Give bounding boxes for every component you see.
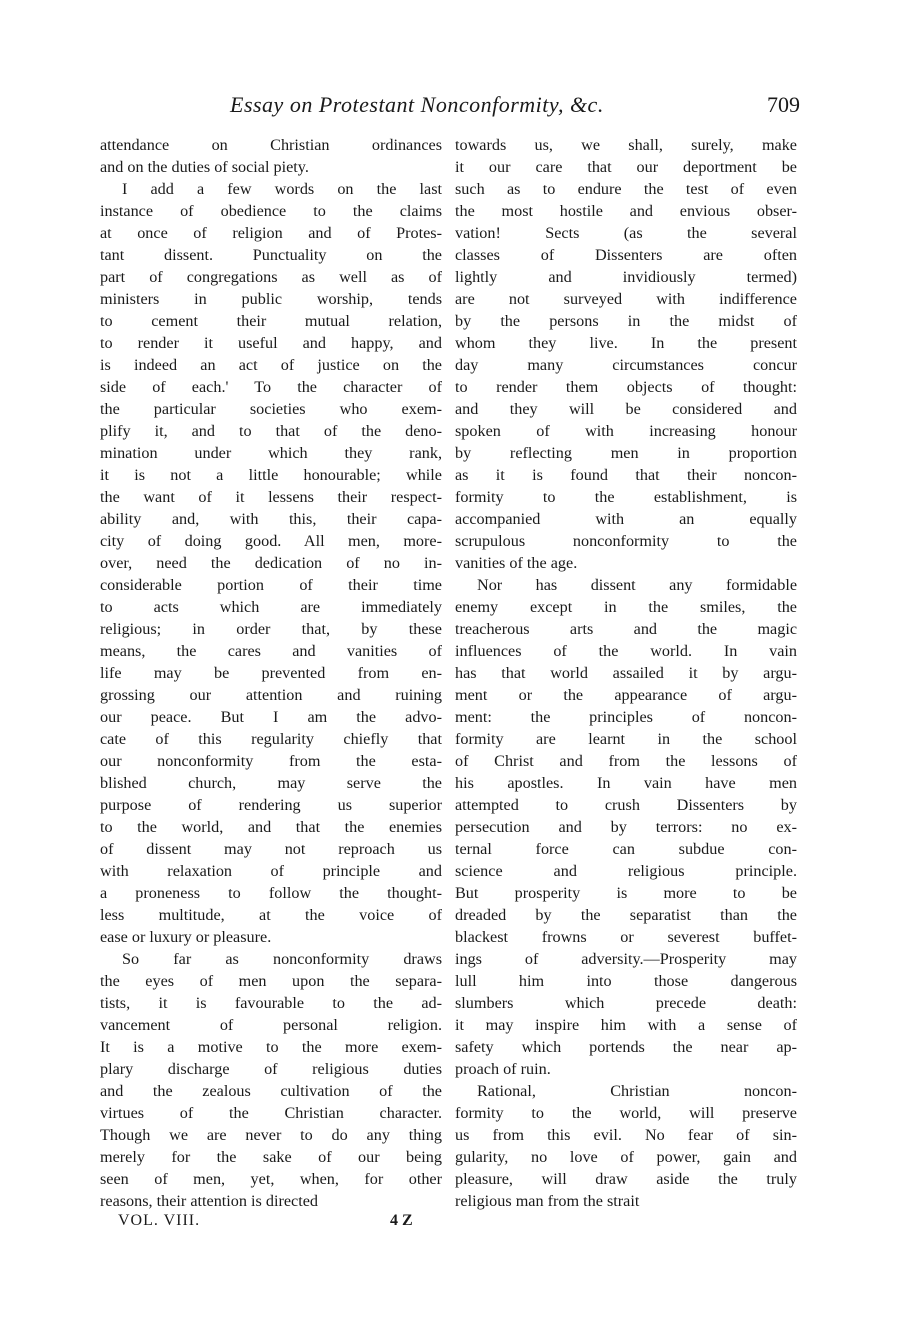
text-line: merely for the sake of our being [100, 1148, 442, 1166]
text-line: treacherous arts and the magic [455, 620, 797, 638]
text-line: science and religious principle. [455, 862, 797, 880]
text-line: with relaxation of principle and [100, 862, 442, 880]
text-line: influences of the world. In vain [455, 642, 797, 660]
text-line: the particular societies who exem- [100, 400, 442, 418]
text-line: plary discharge of religious duties [100, 1060, 442, 1078]
text-line: considerable portion of their time [100, 576, 442, 594]
text-line: ease or luxury or pleasure. [100, 928, 272, 946]
text-line: proach of ruin. [455, 1060, 551, 1078]
text-line: dreaded by the separatist than the [455, 906, 797, 924]
text-line: ings of adversity.—Prosperity may [455, 950, 797, 968]
text-line: a proneness to follow the thought- [100, 884, 442, 902]
text-line: blished church, may serve the [100, 774, 442, 792]
running-title: Essay on Protestant Nonconformity, &c. [230, 92, 604, 117]
text-line: us from this evil. No fear of sin- [455, 1126, 797, 1144]
text-line: such as to endure the test of even [455, 180, 797, 198]
text-line: religious; in order that, by these [100, 620, 442, 638]
text-line: has that world assailed it by argu- [455, 664, 797, 682]
text-line: by reflecting men in proportion [455, 444, 797, 462]
text-line: by the persons in the midst of [455, 312, 797, 330]
text-line: ment: the principles of noncon- [455, 708, 797, 726]
text-line: tists, it is favourable to the ad- [100, 994, 442, 1012]
text-line: mination under which they rank, [100, 444, 442, 462]
text-line: city of doing good. All men, more- [100, 532, 442, 550]
page-footer [100, 1212, 442, 1236]
text-line: enemy except in the smiles, the [455, 598, 797, 616]
text-line: classes of Dissenters are often [455, 246, 797, 264]
text-line: lull him into those dangerous [455, 972, 797, 990]
text-line: scrupulous nonconformity to the [455, 532, 797, 550]
text-line: It is a motive to the more exem- [100, 1038, 442, 1056]
text-line: virtues of the Christian character. [100, 1104, 442, 1122]
text-line: But prosperity is more to be [455, 884, 797, 902]
text-line: gularity, no love of power, gain and [455, 1148, 797, 1166]
text-line: instance of obedience to the claims [100, 202, 442, 220]
text-line: part of congregations as well as of [100, 268, 442, 286]
text-line: less multitude, at the voice of [100, 906, 442, 924]
text-line: religious man from the strait [455, 1192, 640, 1210]
text-line: purpose of rendering us superior [100, 796, 442, 814]
text-line: our peace. But I am the advo- [100, 708, 442, 726]
text-line: formity are learnt in the school [455, 730, 797, 748]
text-line: it is not a little honourable; while [100, 466, 442, 484]
text-line: whom they live. In the present [455, 334, 797, 352]
text-line: formity to the establishment, is [455, 488, 797, 506]
text-line: vanities of the age. [455, 554, 578, 572]
sheet-signature: 4 Z [390, 1212, 413, 1229]
text-line: the most hostile and envious obser- [455, 202, 797, 220]
text-line: are not surveyed with indifference [455, 290, 797, 308]
text-line: spoken of with increasing honour [455, 422, 797, 440]
text-line: So far as nonconformity draws [122, 950, 442, 968]
text-line: it may inspire him with a sense of [455, 1016, 797, 1034]
page-number: 709 [767, 92, 800, 117]
text-line: safety which portends the near ap- [455, 1038, 797, 1056]
text-line: ment or the appearance of argu- [455, 686, 797, 704]
text-line: and they will be considered and [455, 400, 797, 418]
text-line: as it is found that their noncon- [455, 466, 797, 484]
text-line: to render them objects of thought: [455, 378, 797, 396]
text-line: attendance on Christian ordinances [100, 136, 442, 154]
text-line: lightly and invidiously termed) [455, 268, 797, 286]
text-line: seen of men, yet, when, for other [100, 1170, 442, 1188]
text-line: our nonconformity from the esta- [100, 752, 442, 770]
text-line: at once of religion and of Protes- [100, 224, 442, 242]
text-line: formity to the world, will preserve [455, 1104, 797, 1122]
text-line: tant dissent. Punctuality on the [100, 246, 442, 264]
text-line: towards us, we shall, surely, make [455, 136, 797, 154]
text-line: of dissent may not reproach us [100, 840, 442, 858]
text-line: pleasure, will draw aside the truly [455, 1170, 797, 1188]
text-line: side of each.' To the character of [100, 378, 442, 396]
text-line: vancement of personal religion. [100, 1016, 442, 1034]
text-line: the eyes of men upon the separa- [100, 972, 442, 990]
text-line: to acts which are immediately [100, 598, 442, 616]
text-line: over, need the dedication of no in- [100, 554, 442, 572]
text-line: persecution and by terrors: no ex- [455, 818, 797, 836]
left-column [100, 134, 442, 1212]
text-line: vation! Sects (as the several [455, 224, 797, 242]
volume-label: VOL. VIII. [118, 1212, 201, 1229]
text-line: to render it useful and happy, and [100, 334, 442, 352]
text-line: blackest frowns or severest buffet- [455, 928, 797, 946]
text-line: Nor has dissent any formidable [477, 576, 797, 594]
text-line: accompanied with an equally [455, 510, 797, 528]
text-line: to cement their mutual relation, [100, 312, 442, 330]
right-column [455, 134, 797, 1212]
text-line: cate of this regularity chiefly that [100, 730, 442, 748]
text-line: ability and, with this, their capa- [100, 510, 442, 528]
text-line: means, the cares and vanities of [100, 642, 442, 660]
text-line: and the zealous cultivation of the [100, 1082, 442, 1100]
text-line: it our care that our deportment be [455, 158, 797, 176]
text-line: ternal force can subdue con- [455, 840, 797, 858]
text-line: ministers in public worship, tends [100, 290, 442, 308]
text-line: I add a few words on the last [122, 180, 442, 198]
text-line: plify it, and to that of the deno- [100, 422, 442, 440]
text-line: grossing our attention and ruining [100, 686, 442, 704]
text-line: his apostles. In vain have men [455, 774, 797, 792]
text-line: Rational, Christian noncon- [477, 1082, 797, 1100]
text-line: is indeed an act of justice on the [100, 356, 442, 374]
text-line: to the world, and that the enemies [100, 818, 442, 836]
text-line: the want of it lessens their respect- [100, 488, 442, 506]
text-line: and on the duties of social piety. [100, 158, 309, 176]
text-line: day many circumstances concur [455, 356, 797, 374]
text-line: of Christ and from the lessons of [455, 752, 797, 770]
text-line: attempted to crush Dissenters by [455, 796, 797, 814]
text-line: slumbers which precede death: [455, 994, 797, 1012]
text-line: Though we are never to do any thing [100, 1126, 442, 1144]
running-head [100, 92, 800, 124]
text-line: life may be prevented from en- [100, 664, 442, 682]
text-line: reasons, their attention is directed [100, 1192, 319, 1210]
